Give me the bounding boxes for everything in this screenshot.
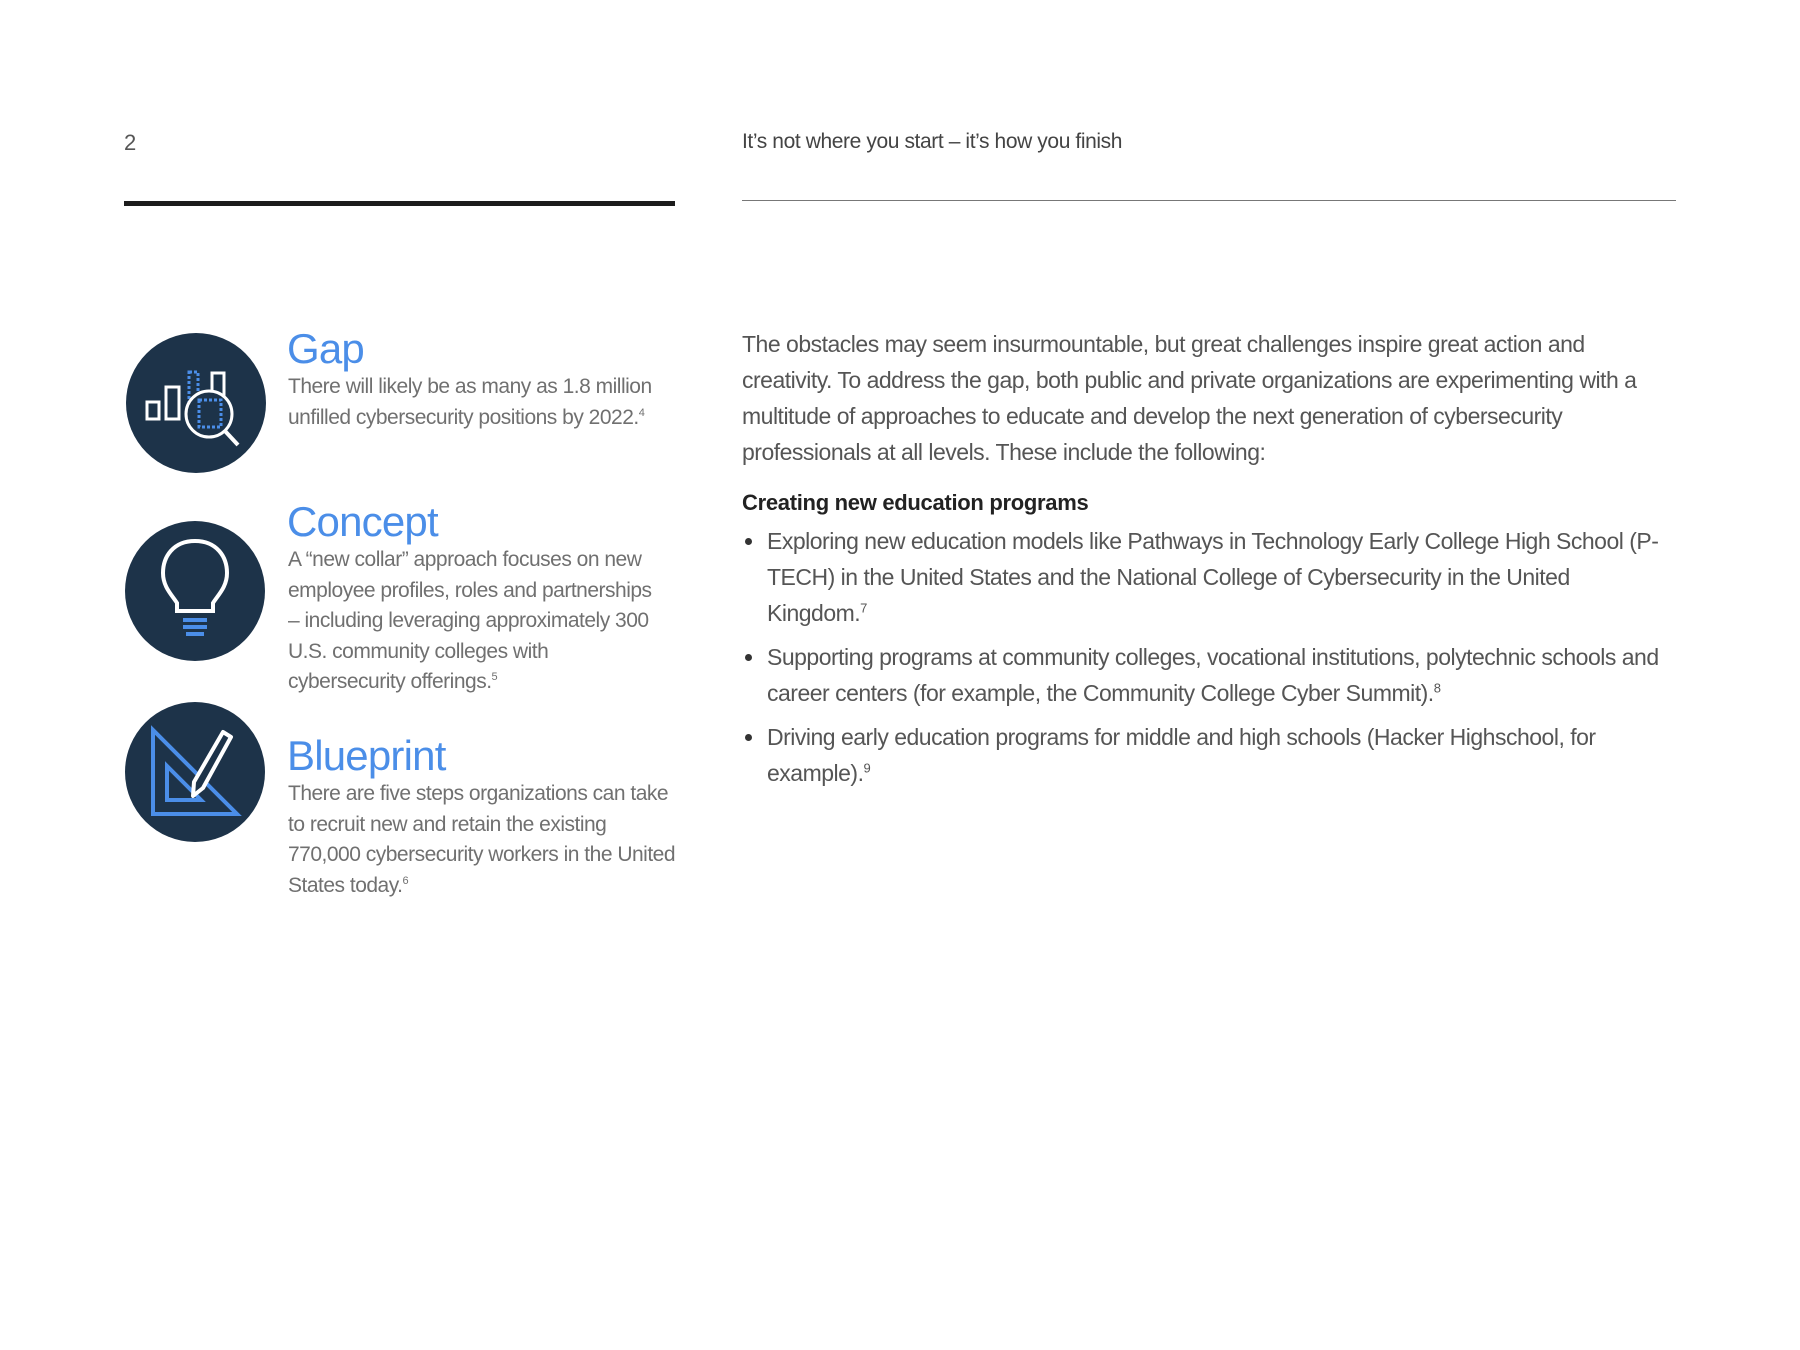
concept-body-text: A “new collar” approach focuses on new employee profiles, roles and partnerships – including leveraging approximately 300 U.S. community colleges with cybersecurity offerings. (288, 548, 652, 693)
list-item (742, 523, 1662, 631)
gap-body (288, 372, 668, 433)
page-number: 2 (124, 130, 137, 155)
blueprint-body (288, 779, 678, 901)
list-item-text: Exploring new education models like Pathways in Technology Early College High School (P-TECH) in the United States and the National College of Cybersecurity in the United Kingdom. (767, 528, 1659, 626)
list-item-text: Driving early education programs for middle and high schools (Hacker Highschool, for example). (767, 724, 1596, 786)
divider-thick (124, 201, 675, 206)
list-item (742, 719, 1627, 791)
blueprint-body-text: There are five steps organizations can take to recruit new and retain the existing 770,000 cybersecurity workers in the United States today. (288, 782, 676, 897)
list-item-text: Supporting programs at community colleges, vocational institutions, polytechnic schools and career centers (for example, the Community College Cyber Summit). (767, 644, 1659, 706)
intro-paragraph: The obstacles may seem insurmountable, but great challenges inspire great action and creativity. To address the gap, both public and private organizations are experimenting with a multitude of approaches to educate and develop the next generation of cybersecurity professionals at all levels. These include the following: (742, 331, 1637, 465)
triangle-ruler-pencil-icon (125, 702, 265, 842)
gap-title: Gap (287, 325, 364, 372)
list-item (742, 639, 1662, 711)
bar-chart-magnifier-icon (126, 333, 266, 473)
footnote-ref: 5 (491, 671, 498, 683)
lightbulb-icon (125, 521, 265, 661)
bullet-icon (745, 734, 752, 741)
concept-title: Concept (287, 498, 438, 545)
footnote-ref: 6 (402, 874, 409, 887)
footnote-ref: 4 (638, 406, 645, 419)
footnote-ref: 9 (863, 760, 871, 776)
concept-body (288, 545, 668, 698)
footnote-ref: 7 (860, 600, 867, 616)
divider-thin (742, 200, 1676, 201)
section-subheading: Creating new education programs (742, 490, 1089, 515)
bullet-icon (745, 654, 752, 661)
running-title: It’s not where you start – it’s how you finish (742, 130, 1123, 153)
gap-body-text: There will likely be as many as 1.8 million unfilled cybersecurity positions by 2022. (288, 375, 652, 429)
footnote-ref: 8 (1433, 680, 1441, 696)
bullet-list (742, 523, 1662, 799)
bullet-icon (745, 538, 752, 545)
blueprint-title: Blueprint (287, 732, 446, 779)
